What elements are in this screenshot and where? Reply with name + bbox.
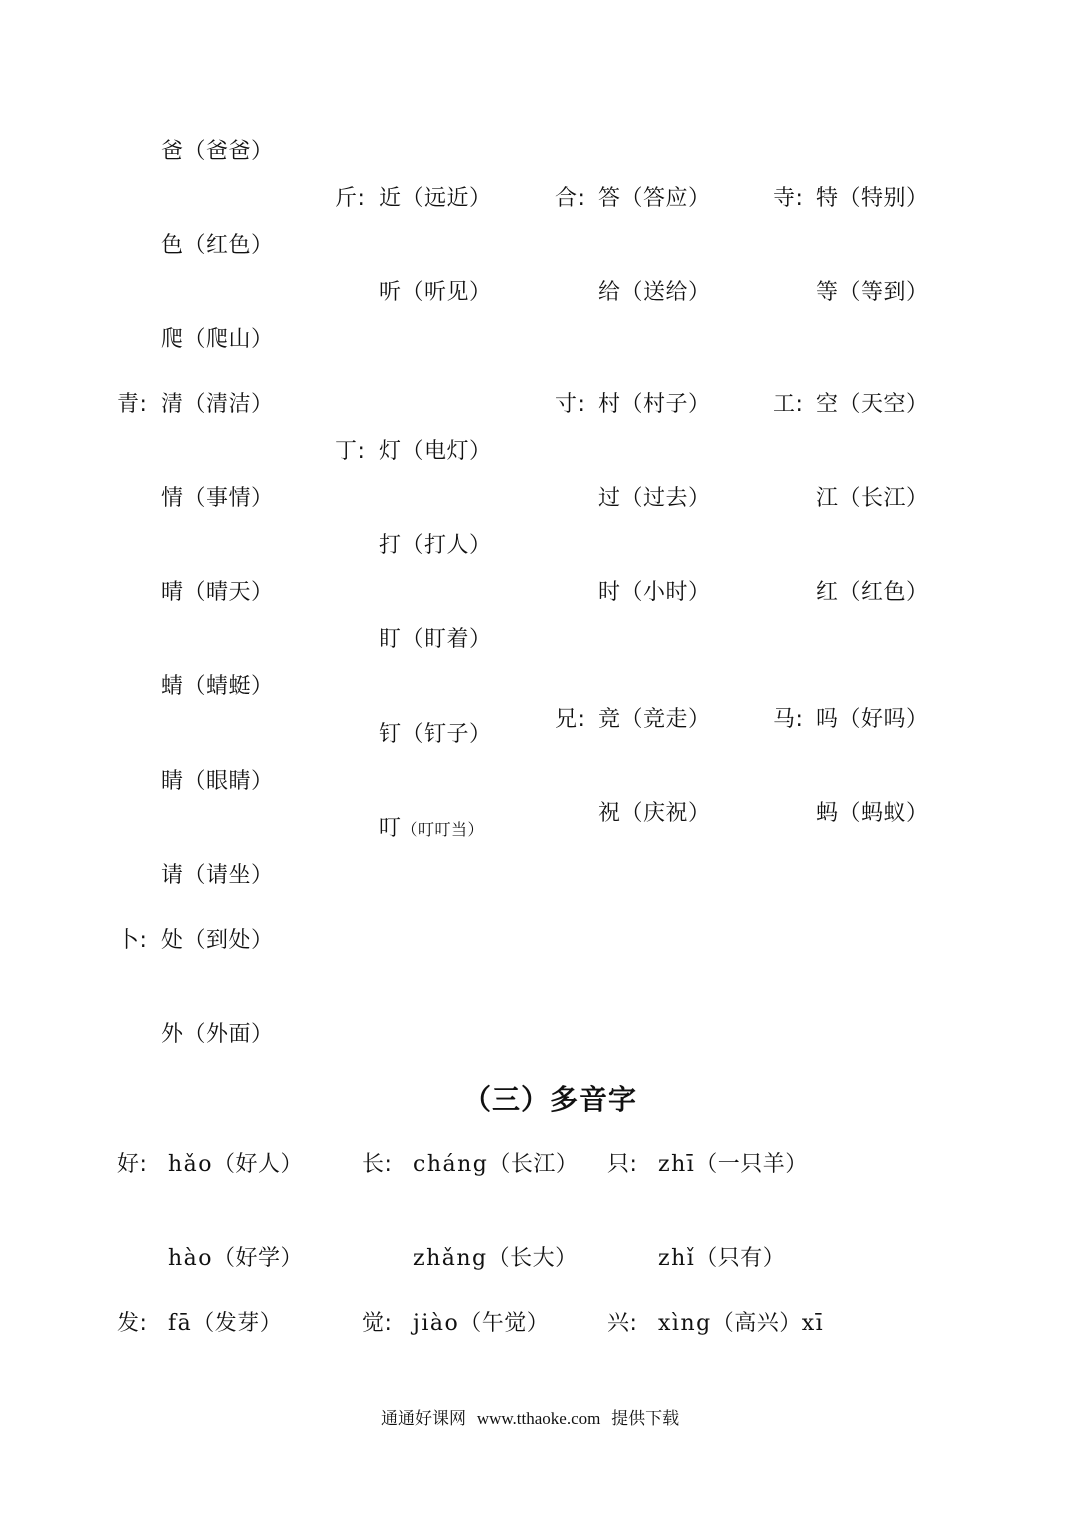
- duoyin-xing-r1-word: （高兴）: [711, 1311, 802, 1336]
- entry-ding-3: 盯（盯着）: [379, 627, 492, 652]
- entry-si-2: 等（等到）: [816, 280, 929, 305]
- duoyin-fa-char: 发:: [117, 1311, 148, 1336]
- duoyin-jue-char: 觉:: [362, 1311, 393, 1336]
- duoyin-xing-char: 兴:: [607, 1311, 638, 1336]
- duoyin-fa-r1-pinyin: fā: [168, 1311, 193, 1336]
- radical-ma: 马:: [773, 707, 804, 732]
- radical-si: 寺:: [773, 186, 804, 211]
- entry-cun-1: 村（村子）: [598, 392, 711, 417]
- duoyin-fa-r1-word: （发芽）: [192, 1311, 283, 1336]
- entry-xiong-2: 祝（庆祝）: [598, 801, 711, 826]
- duoyin-hao-r2-pinyin: hào: [168, 1246, 214, 1271]
- entry-cun-2: 过（过去）: [598, 486, 711, 511]
- entry-se: 色（红色）: [161, 233, 274, 258]
- entry-bu-2: 外（外面）: [161, 1022, 274, 1047]
- entry-ma-1: 吗（好吗）: [816, 707, 929, 732]
- entry-qing-2: 情（事情）: [161, 486, 274, 511]
- duoyin-zhi-r2-pinyin: zhǐ: [658, 1246, 696, 1271]
- duoyin-hao-char: 好:: [117, 1152, 148, 1177]
- entry-ding-1: 灯（电灯）: [379, 439, 492, 464]
- entry-gong-2: 江（长江）: [816, 486, 929, 511]
- radical-xiong: 兄:: [555, 707, 586, 732]
- section-title: （三）多音字: [463, 1083, 638, 1116]
- entry-ding-5: [379, 818, 484, 840]
- entry-gong-3: 红（红色）: [816, 580, 929, 605]
- duoyin-hao-r2: [168, 1248, 303, 1270]
- duoyin-xing-r1-pinyin: xìng: [658, 1311, 712, 1336]
- entry-jin-2: 听（听见）: [379, 280, 492, 305]
- radical-ding: 丁:: [335, 439, 366, 464]
- duoyin-hao-r1-word: （好人）: [213, 1152, 304, 1177]
- duoyin-chang-r1-pinyin: cháng: [413, 1152, 489, 1177]
- radical-qing: 青:: [117, 392, 148, 417]
- entry-gong-1: 空（天空）: [816, 392, 929, 417]
- footer-suffix: 提供下载: [611, 1409, 680, 1429]
- duoyin-chang-r2-word: （长大）: [487, 1246, 578, 1271]
- duoyin-chang-r2: [413, 1248, 578, 1270]
- duoyin-fa-r1: [168, 1313, 282, 1335]
- entry-he-1: 答（答应）: [598, 186, 711, 211]
- duoyin-zhi-r1-pinyin: zhī: [658, 1152, 696, 1177]
- duoyin-chang-r1: [413, 1154, 578, 1176]
- duoyin-hao-r2-word: （好学）: [213, 1246, 304, 1271]
- radical-jin: 斤:: [335, 186, 366, 211]
- entry-si-1: 特（特别）: [816, 186, 929, 211]
- entry-qing-6: 请（请坐）: [161, 863, 274, 888]
- entry-xiong-1: 竞（竞走）: [598, 707, 711, 732]
- radical-cun: 寸:: [555, 392, 586, 417]
- entry-ding-2: 打（打人）: [379, 533, 492, 558]
- duoyin-chang-r2-pinyin: zhǎng: [413, 1246, 488, 1271]
- entry-ding-5-char: 叮: [379, 816, 402, 841]
- entry-ding-4: 钉（钉子）: [379, 722, 492, 747]
- entry-qing-1: 清（清洁）: [161, 392, 274, 417]
- duoyin-zhi-r2-word: （只有）: [695, 1246, 786, 1271]
- radical-he: 合:: [555, 186, 586, 211]
- duoyin-zhi-r1-word: （一只羊）: [695, 1152, 808, 1177]
- footer-url[interactable]: www.tthaoke.com: [476, 1409, 601, 1428]
- duoyin-chang-char: 长:: [362, 1152, 393, 1177]
- duoyin-xing-r1-tail: xī: [801, 1311, 825, 1336]
- radical-bu: 卜:: [117, 928, 148, 953]
- entry-pa: 爬（爬山）: [161, 327, 274, 352]
- entry-ma-2: 蚂（蚂蚁）: [816, 801, 929, 826]
- entry-qing-5: 睛（眼睛）: [161, 769, 274, 794]
- duoyin-zhi-r2: [658, 1248, 785, 1270]
- entry-qing-4: 蜻（蜻蜓）: [161, 674, 274, 699]
- duoyin-xing-r1: [658, 1313, 824, 1335]
- duoyin-jue-r1-pinyin: jiào: [413, 1311, 460, 1336]
- duoyin-zhi-r1: [658, 1154, 808, 1176]
- duoyin-zhi-char: 只:: [607, 1152, 638, 1177]
- radical-gong: 工:: [773, 392, 804, 417]
- entry-cun-3: 时（小时）: [598, 580, 711, 605]
- entry-ding-5-word: （叮叮当）: [401, 820, 485, 839]
- duoyin-chang-r1-word: （长江）: [488, 1152, 579, 1177]
- footer-site: 通通好课网: [381, 1409, 466, 1429]
- entry-he-2: 给（送给）: [598, 280, 711, 305]
- entry-qing-3: 晴（晴天）: [161, 580, 274, 605]
- duoyin-jue-r1-word: （午觉）: [459, 1311, 550, 1336]
- duoyin-jue-r1: [413, 1313, 549, 1335]
- entry-bu-1: 处（到处）: [161, 928, 274, 953]
- duoyin-hao-r1: [168, 1154, 303, 1176]
- entry-ba: 爸（爸爸）: [161, 139, 274, 164]
- footer: [381, 1410, 679, 1428]
- duoyin-hao-r1-pinyin: hǎo: [168, 1152, 214, 1177]
- entry-jin-1: 近（远近）: [379, 186, 492, 211]
